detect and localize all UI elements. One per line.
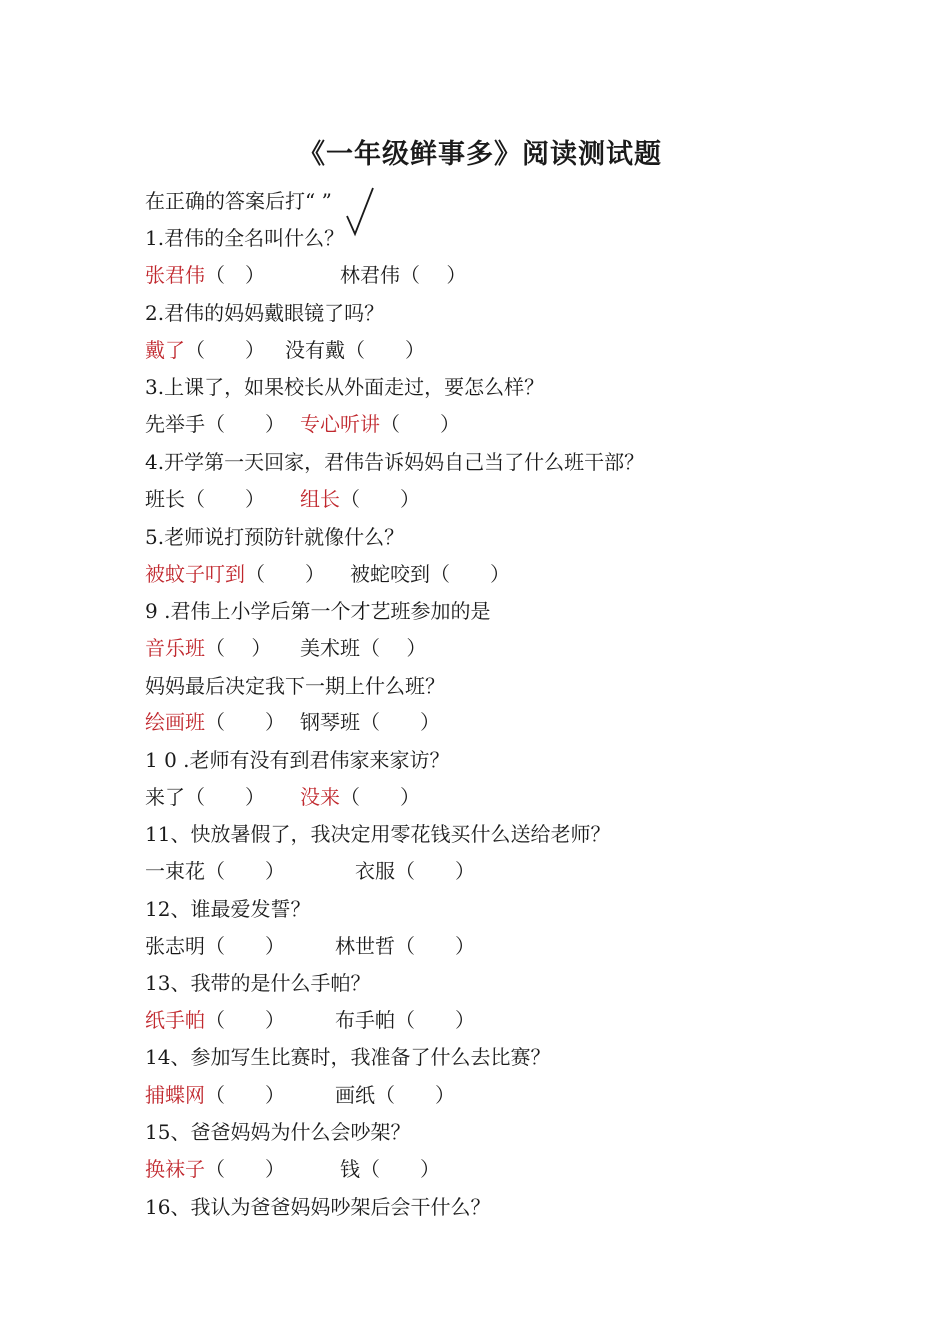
answer-option [145,1155,285,1183]
answer-option [300,410,460,438]
question-text: 12、谁最爱发誓？ [145,897,311,921]
answer-option-label: 林世哲 [335,934,395,958]
answer-blank: （ ） [400,263,467,287]
answer-blank: （ ） [395,1008,475,1032]
answer-option-label: 布手帕 [335,1008,395,1032]
answer-blank: （ ） [185,487,265,511]
question-text: 9 .君伟上小学后第一个才艺班参加的是 [145,599,491,623]
answer-option-label: 张志明 [145,934,205,958]
answer-blank: （ ） [185,338,265,362]
answer-option-label: 没有戴 [285,338,345,362]
page-title: 《一年级鲜事多》阅读测试题 [298,139,662,170]
answer-blank: （ ） [380,412,460,436]
answer-option-label: 被蛇咬到 [350,562,430,586]
answer-option-label: 戴了 [145,338,185,362]
answer-option-label: 衣服 [355,859,395,883]
answer-blank: （ ） [205,263,265,287]
question-text: 妈妈最后决定我下一期上什么班？ [145,674,445,698]
answer-option [145,261,265,289]
answer-blank: （ ） [375,1083,455,1107]
answer-option [145,783,265,811]
answer-option-label: 先举手 [145,412,205,436]
answer-option-label: 张君伟 [145,263,205,287]
answer-option [335,1006,475,1034]
answer-blank: （ ） [430,562,510,586]
answer-option-label: 组长 [300,487,340,511]
answer-option-label: 一束花 [145,859,205,883]
check-mark-icon [345,186,375,238]
answer-option-label: 音乐班 [145,636,205,660]
answer-option-label: 钱 [340,1157,360,1181]
answer-option-label: 被蚊子叮到 [145,562,245,586]
answer-option-label: 画纸 [335,1083,375,1107]
answer-option [335,1081,455,1109]
answer-option [145,708,285,736]
answer-option [350,560,510,588]
answer-option-label: 捕蝶网 [145,1083,205,1107]
answer-option [300,783,420,811]
answer-option-label: 绘画班 [145,710,205,734]
answer-option [300,708,440,736]
answer-blank: （ ） [360,710,440,734]
answer-blank: （ ） [360,636,427,660]
answer-option-label: 没来 [300,785,340,809]
question-text: 11、快放暑假了，我决定用零花钱买什么送给老师？ [145,822,611,846]
question-text: 3.上课了，如果校长从外面走过，要怎么样？ [145,375,545,399]
question-text: 5.老师说打预防针就像什么？ [145,525,405,549]
answer-option-label: 美术班 [300,636,360,660]
answer-option-label: 纸手帕 [145,1008,205,1032]
answer-blank: （ ） [205,412,285,436]
answer-blank: （ ） [205,859,285,883]
answer-option [145,560,325,588]
answer-option [355,857,475,885]
answer-option [145,932,285,960]
answer-blank: （ ） [205,934,285,958]
answer-blank: （ ） [205,1157,285,1181]
question-text: 16、我认为爸爸妈妈吵架后会干什么？ [145,1195,491,1219]
answer-option [145,1006,285,1034]
answer-blank: （ ） [340,785,420,809]
answer-option-label: 班长 [145,487,185,511]
answer-option-label: 钢琴班 [300,710,360,734]
answer-option [340,261,466,289]
answer-blank: （ ） [245,562,325,586]
answer-option [145,485,265,513]
question-text: 14、参加写生比赛时，我准备了什么去比赛？ [145,1045,551,1069]
answer-option-label: 换袜子 [145,1157,205,1181]
answer-option [285,336,425,364]
answer-option [145,1081,285,1109]
answer-blank: （ ） [360,1157,440,1181]
answer-blank: （ ） [395,934,475,958]
answer-blank: （ ） [345,338,425,362]
answer-blank: （ ） [395,859,475,883]
answer-blank: （ ） [205,1008,285,1032]
question-text: 13、我带的是什么手帕？ [145,971,371,995]
instruction: 在正确的答案后打“ ” [145,189,332,213]
answer-option [145,336,265,364]
answer-option-label: 来了 [145,785,185,809]
answer-option [145,634,271,662]
answer-option [340,1155,440,1183]
question-text: 4.开学第一天回家，君伟告诉妈妈自己当了什么班干部？ [145,450,645,474]
answer-option [300,634,426,662]
answer-option-label: 林君伟 [340,263,400,287]
answer-blank: （ ） [205,1083,285,1107]
question-text: 15、爸爸妈妈为什么会吵架？ [145,1120,411,1144]
answer-option [145,857,285,885]
answer-blank: （ ） [185,785,265,809]
answer-blank: （ ） [340,487,420,511]
question-text: 1.君伟的全名叫什么？ [145,226,345,250]
answer-option [335,932,475,960]
answer-blank: （ ） [205,710,285,734]
answer-option [300,485,420,513]
answer-option [145,410,285,438]
answer-blank: （ ） [205,636,272,660]
question-text: 1 0 .老师有没有到君伟家来家访？ [145,748,450,772]
question-text: 2.君伟的妈妈戴眼镜了吗？ [145,301,385,325]
answer-option-label: 专心听讲 [300,412,380,436]
